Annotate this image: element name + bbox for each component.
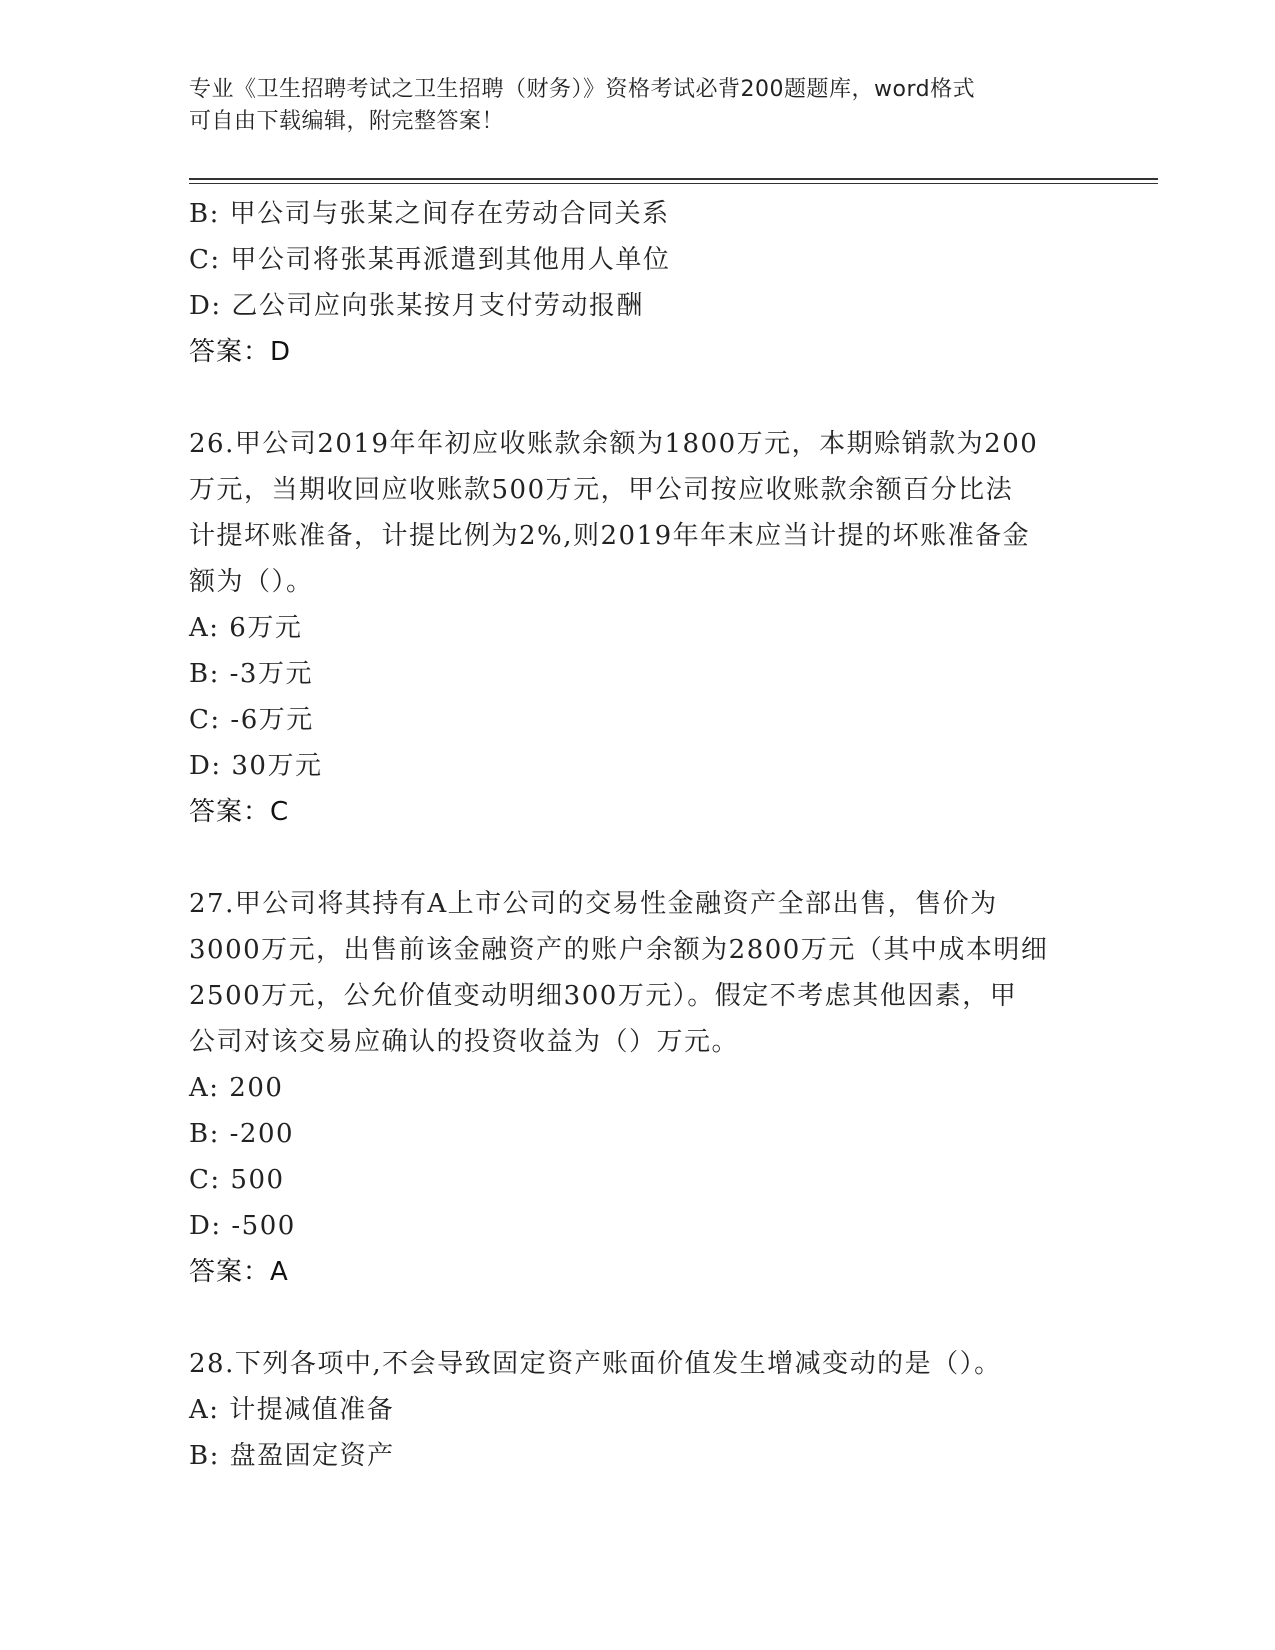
question-list <box>189 191 1089 1479</box>
q26-stem-line: 额为（）。 <box>189 567 314 597</box>
q27-stem-line: 公司对该交易应确认的投资收益为（）万元。 <box>189 1027 740 1057</box>
q26-option-d: D: 30万元 <box>189 751 323 781</box>
q27-option-a: A: 200 <box>189 1073 284 1103</box>
q25-option-d: D: 乙公司应向张某按月支付劳动报酬 <box>189 291 644 321</box>
q26-option-a: A: 6万元 <box>189 613 303 643</box>
q28-option-a: A: 计提减值准备 <box>189 1395 395 1425</box>
header-divider-thick <box>189 178 1158 180</box>
spacer <box>189 375 1089 421</box>
question-28 <box>189 1341 1089 1479</box>
spacer <box>189 1295 1089 1341</box>
header-title-line-2: 可自由下载编辑，附完整答案！ <box>189 109 505 134</box>
q28-stem-line: 28.下列各项中,不会导致固定资产账面价值发生增减变动的是（）。 <box>189 1349 1002 1379</box>
document-header <box>189 74 1089 138</box>
q26-answer: 答案：C <box>189 797 290 827</box>
q25-answer: 答案：D <box>189 337 292 367</box>
header-divider-thin <box>189 183 1158 184</box>
q27-stem-line: 2500万元，公允价值变动明细300万元）。假定不考虑其他因素，甲 <box>189 981 1018 1011</box>
q26-option-c: C: -6万元 <box>189 705 314 735</box>
q25-option-c: C: 甲公司将张某再派遣到其他用人单位 <box>189 245 671 275</box>
q27-option-c: C: 500 <box>189 1165 285 1195</box>
q27-option-b: B: -200 <box>189 1119 295 1149</box>
header-title-line-1: 专业《卫生招聘考试之卫生招聘（财务）》资格考试必背200题题库，word格式 <box>189 77 976 102</box>
q27-stem-line: 3000万元，出售前该金融资产的账户余额为2800万元（其中成本明细 <box>189 935 1049 965</box>
q26-stem-line: 计提坏账准备，计提比例为2%,则2019年年末应当计提的坏账准备金 <box>189 521 1031 551</box>
q27-option-d: D: -500 <box>189 1211 296 1241</box>
q26-stem-line: 26.甲公司2019年年初应收账款余额为1800万元，本期赊销款为200 <box>189 429 1039 459</box>
q26-stem-line: 万元，当期收回应收账款500万元，甲公司按应收账款余额百分比法 <box>189 475 1014 505</box>
question-26 <box>189 421 1089 835</box>
question-25 <box>189 191 1089 375</box>
q28-option-b: B: 盘盈固定资产 <box>189 1441 395 1471</box>
q27-stem-line: 27.甲公司将其持有A上市公司的交易性金融资产全部出售，售价为 <box>189 889 998 919</box>
question-27 <box>189 881 1089 1295</box>
q25-option-b: B: 甲公司与张某之间存在劳动合同关系 <box>189 199 670 229</box>
q26-option-b: B: -3万元 <box>189 659 313 689</box>
spacer <box>189 835 1089 881</box>
q27-answer: 答案：A <box>189 1257 289 1287</box>
